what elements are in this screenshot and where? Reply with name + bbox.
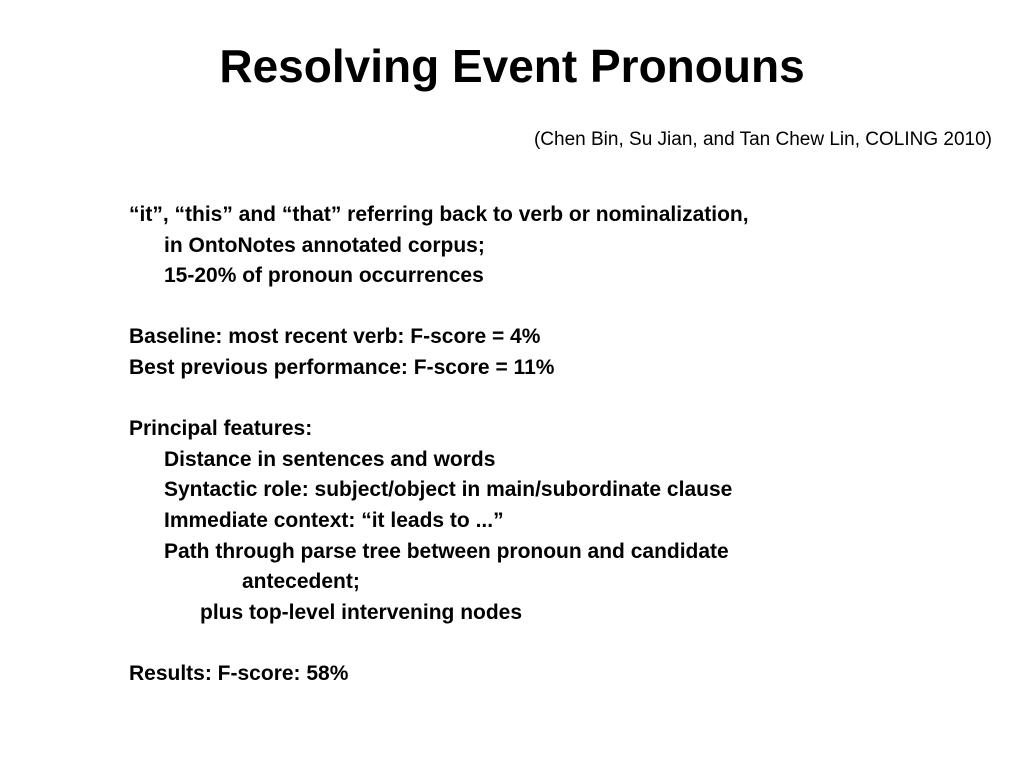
blank-line: [129, 384, 1009, 415]
slide-title: Resolving Event Pronouns: [219, 40, 805, 92]
body-line-baseline: Baseline: most recent verb: F-score = 4%: [129, 325, 541, 349]
body-line-corpus: in OntoNotes annotated corpus;: [164, 233, 485, 257]
body-line-feature-path: Path through parse tree between pronoun and candidate: [164, 539, 729, 563]
slide-body: [129, 200, 1009, 690]
body-line-best-previous: Best previous performance: F-score = 11%: [129, 355, 555, 379]
body-line-pronouns: “it”, “this” and “that” referring back to verb or nominalization,: [129, 203, 749, 226]
body-line-results: Results: F-score: 58%: [129, 661, 349, 685]
body-line-feature-distance: Distance in sentences and words: [164, 447, 496, 471]
body-line-features-heading: Principal features:: [129, 417, 313, 441]
body-line-feature-path-cont: antecedent;: [242, 570, 360, 594]
body-line-feature-nodes: plus top-level intervening nodes: [200, 600, 523, 624]
body-line-feature-context: Immediate context: “it leads to ...”: [164, 508, 504, 532]
blank-line: [129, 628, 1009, 659]
citation: (Chen Bin, Su Jian, and Tan Chew Lin, COLING 2010): [533, 129, 992, 150]
body-line-feature-syntactic: Syntactic role: subject/object in main/subordinate clause: [164, 478, 733, 502]
blank-line: [129, 292, 1009, 323]
body-line-occurrences: 15-20% of pronoun occurrences: [164, 264, 484, 288]
